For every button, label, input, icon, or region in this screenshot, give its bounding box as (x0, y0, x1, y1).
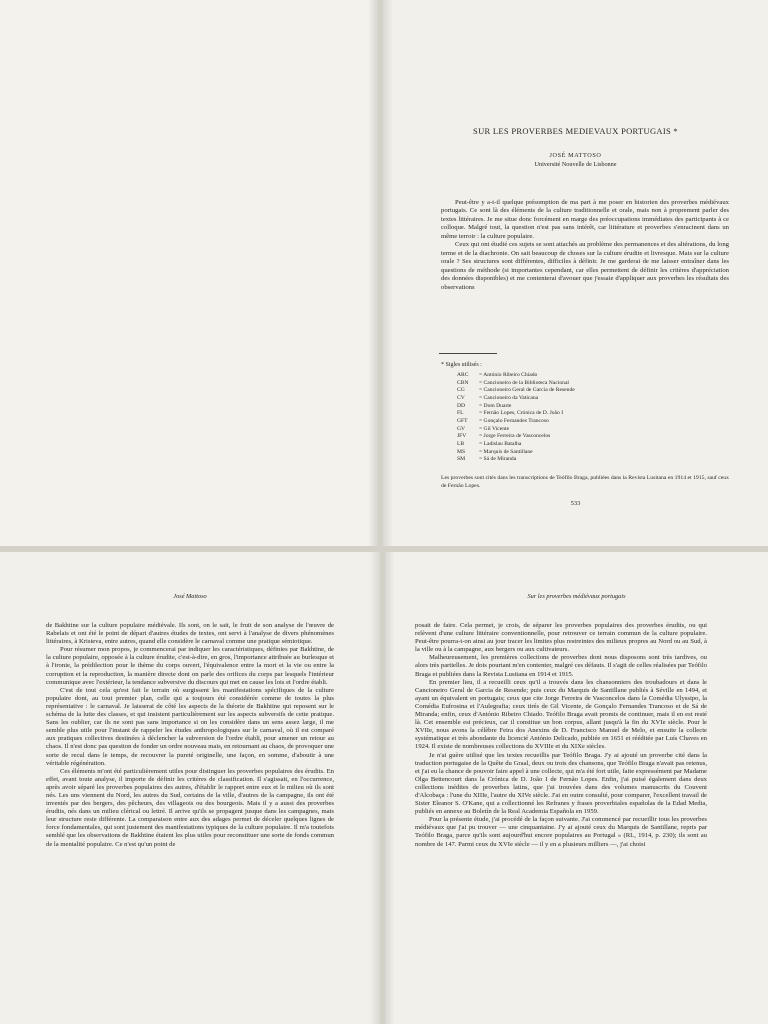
sigle-abbr: SM (457, 456, 466, 463)
sigle-def: = Sá de Miranda (479, 456, 517, 463)
sigle-row (457, 449, 575, 457)
sigle-def: = Gonçalo Fernandes Trancoso (479, 417, 549, 424)
running-head: José Mattoso (173, 593, 207, 600)
sigle-row (457, 372, 575, 380)
sigle-row (457, 441, 575, 449)
running-head: Sur les proverbes médiévaux portugais (527, 593, 626, 600)
sigle-def: = Gil Vicente (479, 425, 510, 432)
sigle-def: = Cancioneiro da Vaticana (479, 394, 539, 401)
sigle-abbr: CG (457, 387, 465, 394)
sigle-row (457, 387, 575, 395)
sigle-row (457, 403, 575, 411)
page-body (415, 622, 707, 849)
sigle-row (457, 433, 575, 441)
paragraph: posait de faire. Cela permet, je crois, de séparer les proverbes populaires des proverbes érudits, ou qui relèvent d'une culture littéraire conventionnelle, pour retrouver ce terrain commun de la culture populaire. Peut-être pourra-t-on ainsi au jour tracer les limites plus restreintes des milieux propres au Nord ou au Sud, à la ville ou à la campagne, aux bergers ou aux cultivateurs. (415, 622, 707, 654)
sigle-abbr: GV (457, 425, 466, 432)
author-name: JOSÉ MATTOSO (549, 152, 602, 159)
article-title: SUR LES PROVERBES MEDIEVAUX PORTUGAIS * (473, 126, 678, 136)
paragraph: Pour résumer mon propos, je commencerai par indiquer les caractéristiques, définies par Bakhtine, de la culture populaire, opposée à la culture érudite, c'est-à-dire, en gros, l'importance attribuée au burlesque et à l'ironie, la prédilection pour le thème du corps ouvert, l'équivalence entre la mort et la vie ou entre la corruption et la reproduction, la manière directe dont on parle des orifices du corps par lesquels l'intérieur communique avec l'extérieur, la tendance subversive du discours qui met en cause les lois et l'ordre établi. (46, 646, 334, 686)
sigle-def: = Ladislau Batalha (479, 440, 522, 447)
paragraph: C'est de tout cela qu'est fait le terrain où surgissent les manifestations spécifiques de la culture populaire dont, au tout premier plan, celle qui a toujours été considérée comme de toutes la plus représentative : le carnaval. Je laisserai de côté les aspects de la théorie de Bakhtine qui reposent sur le schéma de la lutte des classes, et qui insistent particulièrement sur les aspects subversifs de cette pratique. Sans les oublier, car ils ne sont pas sans importance si on les considère dans un sens assez large, il me semble plus utile pour l'instant de rappeler les études anthropologiques sur le carnaval, où il est comparé aux pratiques collectives destinées à déclencher la subversion de l'ordre établi, pour amener un retour au chaos. Il n'est donc pas question de fonder un ordre nouveau mais, en retournant au chaos, de provoquer une sorte de recul dans le temps, de recouvrer la pureté originelle, une façon, en somme, d'aboutir à une véritable régénération. (46, 686, 334, 767)
page-body (46, 622, 334, 849)
sigle-def: = Marquis de Santillane (479, 448, 533, 455)
sigle-row (457, 395, 575, 403)
paragraph: Pour la présente étude, j'ai procédé de la façon suivante. J'ai commencé par recueillir tous les proverbes médiévaux que j'ai pu trouver — une cinquantaine. J'y ai ajouté ceux du Marquis de Santillane, repris par Teófilo Braga, parce qu'ils sont aujourd'hui encore populaires au Portugal » (RL, 1914, p. 230); ils sont au nombre de 147. Parmi ceux du XVIe siècle — il y en a plusieurs milliers —, j'ai choisi (415, 816, 707, 848)
footnote-note: Les proverbes sont cités dans les transcriptions de Teófilo Braga, publiées dans la Revista Lusitana en 1914 et 1915, sauf ceux de Fernão Lopes. (441, 475, 729, 489)
sigle-def: = Fernão Lopes, Crónica de D. João I (479, 410, 564, 417)
gutter-shadow (368, 0, 378, 546)
paragraph: Ces éléments m'ont été particulièrement utiles pour distinguer les proverbes populaires des érudits. En effet, avant toute analyse, il importe de définir les critères de classification. Il s'agissait, en l'occurrence, après avoir séparé les proverbes populaires des autres, d'établir le rapport entre eux et le milieu où ils sont nés. Les uns viennent du Nord, les autres du Sud, certains de la ville, d'autres de la campagne, ils ont été inventés par des bergers, des pêcheurs, des villageois ou des bourgeois. Mais il y a aussi des proverbes érudits, nés dans un milieu clérical ou lettré. Il arrive qu'ils se propagent jusque dans les campagnes, mais leur structure reste différente. La comparaison entre aux des adages permet de déceler quelques lignes de force fondamentales, qui sont justement des manifestations typiques de la culture populaire. Il m'a toutefois semblé que les observations de Bakhtine étaient les plus utiles pour reconstituer une sorte de fonds commun de la mentalité populaire. Ce n'est qu'un point de (46, 767, 334, 848)
sigle-def: = Cancioneiro de la Biblioteca Nacional (479, 379, 569, 386)
gutter-shadow (383, 0, 393, 546)
sigle-def: = Cancioneiro Geral de Garcia de Resende (479, 387, 575, 394)
paragraph: Malheureusement, les premières collections de proverbes dont nous disposons sont très tardives, ou alors très partielles. Je dois pourtant m'en contenter, malgré ces défauts. Il s'agit de celles réalisées par Teófilo Braga et publiées dans la Revista Lusitana en 1914 et 1915. (415, 654, 707, 678)
paragraph: Peut-être y a-t-il quelque présomption de ma part à me poser en historien des proverbes médiévaux portugais. Ce sont là des éléments de la culture traditionnelle et orale, mais non à proprement parler des textes littéraires. Je me situe donc forcément en marge des préoccupations immédiates des participants à ce colloque. Malgré tout, la question n'est pas sans intérêt, car littérature et proverbes s'enracinent dans un même terroir : la culture populaire. (441, 199, 729, 240)
page-number: 533 (570, 500, 581, 507)
right-text-page (385, 552, 768, 1024)
sigle-abbr: GFT (457, 417, 468, 424)
sigle-abbr: CV (457, 394, 465, 401)
footnote-rule (439, 353, 497, 354)
sigle-def: = Dom Duarte (479, 402, 512, 409)
sigle-row (457, 380, 575, 388)
sigle-row (457, 456, 575, 464)
sigle-row (457, 426, 575, 434)
gutter-shadow (385, 552, 395, 1024)
sigle-row (457, 418, 575, 426)
sigles-list (457, 372, 575, 464)
paragraph: Je n'ai guère utilisé que les textes recueillis par Teófilo Braga. J'y ai ajouté un proverbe cité dans la traduction portugaise de la Quête du Graal, deux ou trois des chansons, que Teófilo Braga n'avait pas retenus, et j'ai eu la chance de pouvoir faire appel à une collecte, qui m'a été fort utile, faite expressément par Madame Olga Bettencourt dans la Crónica de D. João I de Fernão Lopes. Enfin, j'ai puisé également dans deux collections inédites de proverbes latins, que j'ai trouvées dans des volumes manuscrits du Couvent d'Alcobaça : l'une du XIIIe, l'autre du XIVe siècle. J'ai en outre consulté, pour comparer, l'excellent travail de Sister Eleanor S. O'Kane, qui a collectionné les Refranes y frases proverbiales españolas de la Edad Media, publiés en annexe au Boletín de la Real Academia Española en 1959. (415, 751, 707, 816)
sigle-abbr: LB (457, 440, 465, 447)
paragraph: En premier lieu, il a recueilli ceux qu'il a trouvés dans les chansonniers des troubadours et dans le Cancioneiro Geral de Garcia de Resende; puis ceux du Marquis de Santillane publiés à Séville en 1494, et ayant un équivalent en portugais; ceux que cite Jorge Ferreira de Vasconcelos dans la Comédia Ulyssipo, la Comédia Eufrosina et l'Aulegrafia; ceux tirés de Gil Vicente, de Gonçalo Fernandes Trancoso et de Sá de Miranda; enfin, ceux d'António Ribeiro Chiado. Teófilo Braga avait promis de continuer, mais il en est resté là. Cet ensemble est précieux, car il constitue un bon corpus, allant jusqu'à la fin du XVIe siècle. Pour le XVIIe, nous avons la célèbre Feira dos Anexins de D. Francisco Manuel de Melo, et ensuite la collecte systématique et très abondante du licencié António Delicado, publiée en 1651 et rééditée par Luís Chaves en 1924. Il existe de nombreuses collections du XVIIIe et du XIXe siècles. (415, 678, 707, 751)
sigle-abbr: FL (457, 410, 464, 417)
sigle-row (457, 410, 575, 418)
article-first-page (383, 0, 768, 546)
sigle-abbr: DD (457, 402, 466, 409)
sigle-def: = António Ribeiro Chiado (479, 372, 538, 378)
sigle-abbr: CBN (457, 379, 469, 386)
gutter-shadow (370, 552, 380, 1024)
footnote-intro: * Sigles utilisés : (441, 362, 482, 368)
sigle-abbr: JFV (457, 433, 467, 440)
author-affiliation: Université Nouvelle de Lisbonne (534, 161, 617, 168)
sigle-def: = Jorge Ferreira de Vasconcelos (479, 433, 551, 440)
article-body (441, 199, 729, 292)
sigle-abbr: MS (457, 448, 466, 455)
paragraph: de Bakhtine sur la culture populaire médiévale. Ils sont, on le sait, le fruit de son analyse de l'œuvre de Rabelais et ont été le point de départ d'autres études de textes, ont servi à l'analyse de divers phénomènes littéraires, à Kristeva, entre autres, quand elle considère le carnaval comme une pratique sémiotique. (46, 622, 334, 646)
left-text-page (0, 552, 380, 1024)
blank-left-page (0, 0, 378, 546)
paragraph: Ceux qui ont étudié ces sujets se sont attachés au problème des permanences et des altérations, du long terme et de la diachronie. On sait beaucoup de choses sur la culture érudite et livresque. Mais sur la culture orale ? Ses structures sont différentes, difficiles à définir. Je me garderai de me laisser entraîner dans les questions de méthode (si importantes cependant, car elles permettent de définir les critères d'appréciation des données disponibles) et me contenterai d'avouer que j'essaie d'appliquer aux proverbes les résultats des observations (441, 241, 729, 291)
sigle-abbr: ARC (457, 372, 469, 378)
